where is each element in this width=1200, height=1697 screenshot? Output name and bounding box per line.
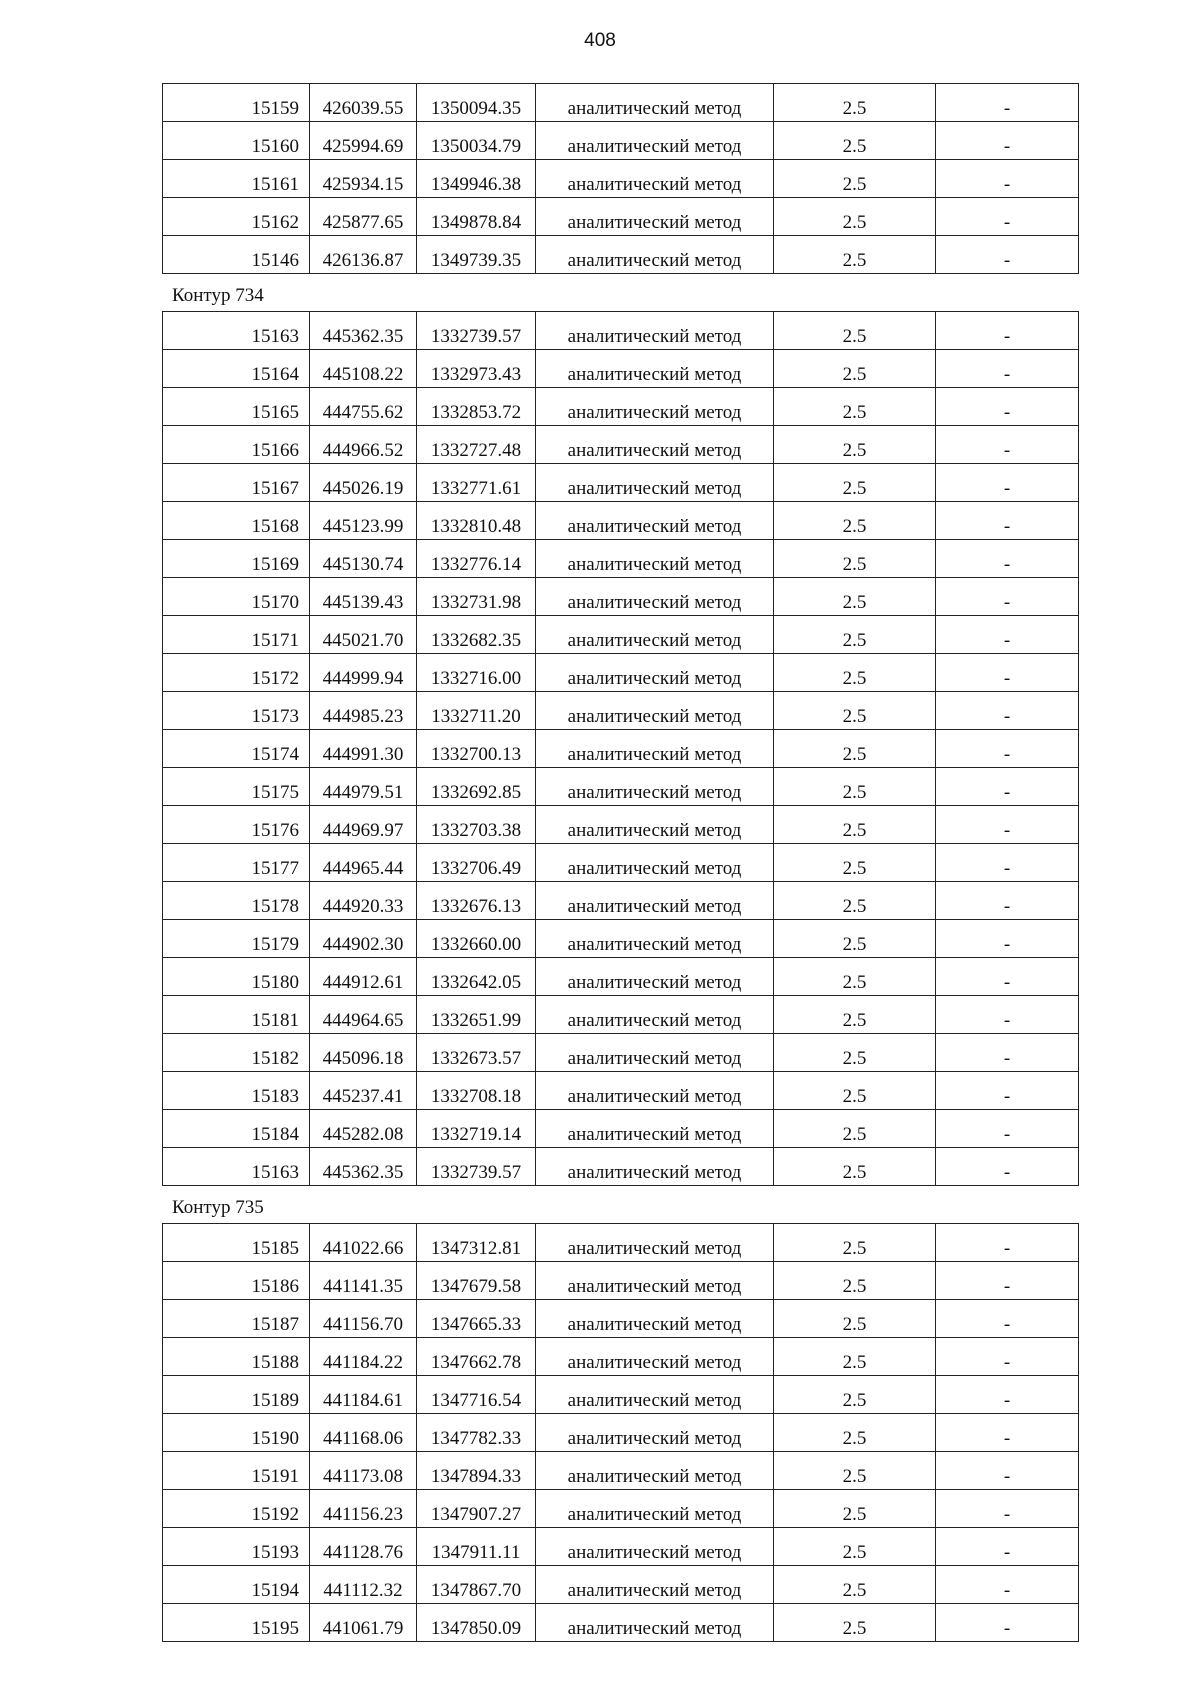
- point-number-cell: 15168: [163, 502, 310, 540]
- precision-cell: 2.5: [774, 426, 936, 464]
- method-cell: аналитический метод: [536, 1148, 774, 1186]
- precision-cell: 2.5: [774, 844, 936, 882]
- table-row: [163, 426, 1079, 464]
- note-cell: -: [936, 1224, 1079, 1262]
- precision-cell: 2.5: [774, 882, 936, 920]
- note-cell: -: [936, 1490, 1079, 1528]
- x-coordinate-cell: 444991.30: [310, 730, 417, 768]
- x-coordinate-cell: 444979.51: [310, 768, 417, 806]
- y-coordinate-cell: 1332676.13: [417, 882, 536, 920]
- note-cell: -: [936, 958, 1079, 996]
- point-number-cell: 15184: [163, 1110, 310, 1148]
- precision-cell: 2.5: [774, 388, 936, 426]
- method-cell: аналитический метод: [536, 350, 774, 388]
- note-cell: -: [936, 1376, 1079, 1414]
- x-coordinate-cell: 441184.61: [310, 1376, 417, 1414]
- table-row: [163, 806, 1079, 844]
- precision-cell: 2.5: [774, 1604, 936, 1642]
- table-row: [163, 996, 1079, 1034]
- precision-cell: 2.5: [774, 464, 936, 502]
- x-coordinate-cell: 441156.70: [310, 1300, 417, 1338]
- x-coordinate-cell: 425994.69: [310, 122, 417, 160]
- precision-cell: 2.5: [774, 806, 936, 844]
- precision-cell: 2.5: [774, 122, 936, 160]
- precision-cell: 2.5: [774, 616, 936, 654]
- coordinates-document: [162, 83, 1078, 1642]
- table-row: [163, 1034, 1079, 1072]
- x-coordinate-cell: 441156.23: [310, 1490, 417, 1528]
- x-coordinate-cell: 444966.52: [310, 426, 417, 464]
- method-cell: аналитический метод: [536, 578, 774, 616]
- point-number-cell: 15169: [163, 540, 310, 578]
- note-cell: -: [936, 1072, 1079, 1110]
- point-number-cell: 15163: [163, 1148, 310, 1186]
- method-cell: аналитический метод: [536, 806, 774, 844]
- x-coordinate-cell: 445026.19: [310, 464, 417, 502]
- y-coordinate-cell: 1347894.33: [417, 1452, 536, 1490]
- note-cell: -: [936, 730, 1079, 768]
- table-row: [163, 920, 1079, 958]
- note-cell: -: [936, 350, 1079, 388]
- table-row: [163, 1490, 1079, 1528]
- y-coordinate-cell: 1332776.14: [417, 540, 536, 578]
- x-coordinate-cell: 441061.79: [310, 1604, 417, 1642]
- coordinates-table: [162, 1223, 1079, 1642]
- note-cell: -: [936, 1414, 1079, 1452]
- point-number-cell: 15195: [163, 1604, 310, 1642]
- table-row: [163, 1604, 1079, 1642]
- y-coordinate-cell: 1347679.58: [417, 1262, 536, 1300]
- y-coordinate-cell: 1347662.78: [417, 1338, 536, 1376]
- y-coordinate-cell: 1349946.38: [417, 160, 536, 198]
- x-coordinate-cell: 426136.87: [310, 236, 417, 274]
- method-cell: аналитический метод: [536, 616, 774, 654]
- x-coordinate-cell: 441173.08: [310, 1452, 417, 1490]
- point-number-cell: 15175: [163, 768, 310, 806]
- x-coordinate-cell: 444902.30: [310, 920, 417, 958]
- method-cell: аналитический метод: [536, 1414, 774, 1452]
- y-coordinate-cell: 1332771.61: [417, 464, 536, 502]
- note-cell: -: [936, 540, 1079, 578]
- y-coordinate-cell: 1332651.99: [417, 996, 536, 1034]
- precision-cell: 2.5: [774, 578, 936, 616]
- method-cell: аналитический метод: [536, 1224, 774, 1262]
- method-cell: аналитический метод: [536, 882, 774, 920]
- note-cell: -: [936, 1148, 1079, 1186]
- point-number-cell: 15162: [163, 198, 310, 236]
- table-row: [163, 1528, 1079, 1566]
- point-number-cell: 15146: [163, 236, 310, 274]
- x-coordinate-cell: 444969.97: [310, 806, 417, 844]
- contour-label: Контур 735: [172, 1197, 264, 1218]
- method-cell: аналитический метод: [536, 540, 774, 578]
- y-coordinate-cell: 1347850.09: [417, 1604, 536, 1642]
- point-number-cell: 15179: [163, 920, 310, 958]
- note-cell: -: [936, 1300, 1079, 1338]
- point-number-cell: 15176: [163, 806, 310, 844]
- y-coordinate-cell: 1347911.11: [417, 1528, 536, 1566]
- x-coordinate-cell: 445139.43: [310, 578, 417, 616]
- point-number-cell: 15164: [163, 350, 310, 388]
- table-row: [163, 1338, 1079, 1376]
- table-row: [163, 1414, 1079, 1452]
- x-coordinate-cell: 444912.61: [310, 958, 417, 996]
- precision-cell: 2.5: [774, 198, 936, 236]
- note-cell: -: [936, 1528, 1079, 1566]
- method-cell: аналитический метод: [536, 1300, 774, 1338]
- table-row: [163, 730, 1079, 768]
- method-cell: аналитический метод: [536, 692, 774, 730]
- precision-cell: 2.5: [774, 1224, 936, 1262]
- note-cell: -: [936, 236, 1079, 274]
- method-cell: аналитический метод: [536, 654, 774, 692]
- point-number-cell: 15191: [163, 1452, 310, 1490]
- precision-cell: 2.5: [774, 160, 936, 198]
- note-cell: -: [936, 654, 1079, 692]
- x-coordinate-cell: 441168.06: [310, 1414, 417, 1452]
- method-cell: аналитический метод: [536, 844, 774, 882]
- method-cell: аналитический метод: [536, 1490, 774, 1528]
- point-number-cell: 15194: [163, 1566, 310, 1604]
- x-coordinate-cell: 444755.62: [310, 388, 417, 426]
- point-number-cell: 15174: [163, 730, 310, 768]
- note-cell: -: [936, 1262, 1079, 1300]
- y-coordinate-cell: 1350034.79: [417, 122, 536, 160]
- point-number-cell: 15193: [163, 1528, 310, 1566]
- table-row: [163, 844, 1079, 882]
- precision-cell: 2.5: [774, 654, 936, 692]
- table-row: [163, 122, 1079, 160]
- y-coordinate-cell: 1332731.98: [417, 578, 536, 616]
- table-row: [163, 1376, 1079, 1414]
- y-coordinate-cell: 1350094.35: [417, 84, 536, 122]
- y-coordinate-cell: 1332682.35: [417, 616, 536, 654]
- note-cell: -: [936, 464, 1079, 502]
- table-row: [163, 692, 1079, 730]
- x-coordinate-cell: 444999.94: [310, 654, 417, 692]
- note-cell: -: [936, 312, 1079, 350]
- note-cell: -: [936, 388, 1079, 426]
- method-cell: аналитический метод: [536, 1376, 774, 1414]
- precision-cell: 2.5: [774, 1110, 936, 1148]
- note-cell: -: [936, 426, 1079, 464]
- method-cell: аналитический метод: [536, 1338, 774, 1376]
- y-coordinate-cell: 1332708.18: [417, 1072, 536, 1110]
- table-row: [163, 312, 1079, 350]
- note-cell: -: [936, 692, 1079, 730]
- method-cell: аналитический метод: [536, 160, 774, 198]
- method-cell: аналитический метод: [536, 768, 774, 806]
- note-cell: -: [936, 1110, 1079, 1148]
- note-cell: -: [936, 616, 1079, 654]
- coordinates-table: [162, 311, 1079, 1186]
- x-coordinate-cell: 445282.08: [310, 1110, 417, 1148]
- method-cell: аналитический метод: [536, 426, 774, 464]
- precision-cell: 2.5: [774, 540, 936, 578]
- precision-cell: 2.5: [774, 236, 936, 274]
- table-row: [163, 1072, 1079, 1110]
- method-cell: аналитический метод: [536, 236, 774, 274]
- point-number-cell: 15159: [163, 84, 310, 122]
- precision-cell: 2.5: [774, 1148, 936, 1186]
- table-row: [163, 236, 1079, 274]
- note-cell: -: [936, 844, 1079, 882]
- x-coordinate-cell: 445021.70: [310, 616, 417, 654]
- point-number-cell: 15178: [163, 882, 310, 920]
- y-coordinate-cell: 1347867.70: [417, 1566, 536, 1604]
- point-number-cell: 15186: [163, 1262, 310, 1300]
- table-row: [163, 654, 1079, 692]
- x-coordinate-cell: 444965.44: [310, 844, 417, 882]
- table-row: [163, 464, 1079, 502]
- y-coordinate-cell: 1332739.57: [417, 1148, 536, 1186]
- table-row: [163, 1262, 1079, 1300]
- note-cell: -: [936, 1034, 1079, 1072]
- table-row: [163, 198, 1079, 236]
- x-coordinate-cell: 441112.32: [310, 1566, 417, 1604]
- method-cell: аналитический метод: [536, 122, 774, 160]
- y-coordinate-cell: 1332716.00: [417, 654, 536, 692]
- y-coordinate-cell: 1347782.33: [417, 1414, 536, 1452]
- method-cell: аналитический метод: [536, 464, 774, 502]
- note-cell: -: [936, 996, 1079, 1034]
- note-cell: -: [936, 1452, 1079, 1490]
- method-cell: аналитический метод: [536, 1072, 774, 1110]
- note-cell: -: [936, 920, 1079, 958]
- note-cell: -: [936, 84, 1079, 122]
- x-coordinate-cell: 445096.18: [310, 1034, 417, 1072]
- y-coordinate-cell: 1349739.35: [417, 236, 536, 274]
- method-cell: аналитический метод: [536, 502, 774, 540]
- point-number-cell: 15183: [163, 1072, 310, 1110]
- precision-cell: 2.5: [774, 920, 936, 958]
- y-coordinate-cell: 1332673.57: [417, 1034, 536, 1072]
- note-cell: -: [936, 122, 1079, 160]
- y-coordinate-cell: 1332727.48: [417, 426, 536, 464]
- y-coordinate-cell: 1332711.20: [417, 692, 536, 730]
- point-number-cell: 15170: [163, 578, 310, 616]
- y-coordinate-cell: 1332692.85: [417, 768, 536, 806]
- point-number-cell: 15182: [163, 1034, 310, 1072]
- note-cell: -: [936, 882, 1079, 920]
- precision-cell: 2.5: [774, 1566, 936, 1604]
- point-number-cell: 15177: [163, 844, 310, 882]
- method-cell: аналитический метод: [536, 312, 774, 350]
- method-cell: аналитический метод: [536, 1034, 774, 1072]
- note-cell: -: [936, 1338, 1079, 1376]
- point-number-cell: 15161: [163, 160, 310, 198]
- table-row: [163, 768, 1079, 806]
- y-coordinate-cell: 1332739.57: [417, 312, 536, 350]
- point-number-cell: 15180: [163, 958, 310, 996]
- table-row: [163, 502, 1079, 540]
- note-cell: -: [936, 198, 1079, 236]
- precision-cell: 2.5: [774, 1490, 936, 1528]
- x-coordinate-cell: 445362.35: [310, 312, 417, 350]
- point-number-cell: 15192: [163, 1490, 310, 1528]
- method-cell: аналитический метод: [536, 84, 774, 122]
- point-number-cell: 15166: [163, 426, 310, 464]
- table-row: [163, 1452, 1079, 1490]
- point-number-cell: 15181: [163, 996, 310, 1034]
- point-number-cell: 15187: [163, 1300, 310, 1338]
- point-number-cell: 15190: [163, 1414, 310, 1452]
- note-cell: -: [936, 502, 1079, 540]
- precision-cell: 2.5: [774, 958, 936, 996]
- x-coordinate-cell: 445362.35: [310, 1148, 417, 1186]
- y-coordinate-cell: 1332703.38: [417, 806, 536, 844]
- x-coordinate-cell: 441128.76: [310, 1528, 417, 1566]
- precision-cell: 2.5: [774, 1338, 936, 1376]
- x-coordinate-cell: 441184.22: [310, 1338, 417, 1376]
- point-number-cell: 15189: [163, 1376, 310, 1414]
- method-cell: аналитический метод: [536, 996, 774, 1034]
- table-row: [163, 84, 1079, 122]
- method-cell: аналитический метод: [536, 198, 774, 236]
- method-cell: аналитический метод: [536, 388, 774, 426]
- x-coordinate-cell: 445108.22: [310, 350, 417, 388]
- table-row: [163, 1148, 1079, 1186]
- precision-cell: 2.5: [774, 1528, 936, 1566]
- y-coordinate-cell: 1349878.84: [417, 198, 536, 236]
- x-coordinate-cell: 425934.15: [310, 160, 417, 198]
- x-coordinate-cell: 444964.65: [310, 996, 417, 1034]
- precision-cell: 2.5: [774, 350, 936, 388]
- precision-cell: 2.5: [774, 1300, 936, 1338]
- point-number-cell: 15171: [163, 616, 310, 654]
- table-row: [163, 350, 1079, 388]
- y-coordinate-cell: 1347907.27: [417, 1490, 536, 1528]
- table-row: [163, 578, 1079, 616]
- table-row: [163, 882, 1079, 920]
- x-coordinate-cell: 444985.23: [310, 692, 417, 730]
- point-number-cell: 15167: [163, 464, 310, 502]
- note-cell: -: [936, 1604, 1079, 1642]
- y-coordinate-cell: 1332660.00: [417, 920, 536, 958]
- point-number-cell: 15173: [163, 692, 310, 730]
- precision-cell: 2.5: [774, 1072, 936, 1110]
- precision-cell: 2.5: [774, 502, 936, 540]
- note-cell: -: [936, 578, 1079, 616]
- x-coordinate-cell: 444920.33: [310, 882, 417, 920]
- y-coordinate-cell: 1332700.13: [417, 730, 536, 768]
- table-row: [163, 388, 1079, 426]
- x-coordinate-cell: 425877.65: [310, 198, 417, 236]
- x-coordinate-cell: 445237.41: [310, 1072, 417, 1110]
- table-row: [163, 1566, 1079, 1604]
- y-coordinate-cell: 1332810.48: [417, 502, 536, 540]
- table-row: [163, 958, 1079, 996]
- note-cell: -: [936, 806, 1079, 844]
- note-cell: -: [936, 160, 1079, 198]
- y-coordinate-cell: 1332853.72: [417, 388, 536, 426]
- y-coordinate-cell: 1347312.81: [417, 1224, 536, 1262]
- table-row: [163, 1110, 1079, 1148]
- point-number-cell: 15165: [163, 388, 310, 426]
- note-cell: -: [936, 768, 1079, 806]
- x-coordinate-cell: 441141.35: [310, 1262, 417, 1300]
- point-number-cell: 15188: [163, 1338, 310, 1376]
- y-coordinate-cell: 1347665.33: [417, 1300, 536, 1338]
- point-number-cell: 15185: [163, 1224, 310, 1262]
- precision-cell: 2.5: [774, 1376, 936, 1414]
- method-cell: аналитический метод: [536, 1262, 774, 1300]
- method-cell: аналитический метод: [536, 1566, 774, 1604]
- method-cell: аналитический метод: [536, 730, 774, 768]
- precision-cell: 2.5: [774, 312, 936, 350]
- x-coordinate-cell: 441022.66: [310, 1224, 417, 1262]
- point-number-cell: 15163: [163, 312, 310, 350]
- coordinates-table: [162, 83, 1079, 274]
- point-number-cell: 15172: [163, 654, 310, 692]
- method-cell: аналитический метод: [536, 920, 774, 958]
- table-row: [163, 160, 1079, 198]
- method-cell: аналитический метод: [536, 1528, 774, 1566]
- precision-cell: 2.5: [774, 84, 936, 122]
- y-coordinate-cell: 1332719.14: [417, 1110, 536, 1148]
- method-cell: аналитический метод: [536, 958, 774, 996]
- page-number: 408: [584, 30, 616, 51]
- x-coordinate-cell: 426039.55: [310, 84, 417, 122]
- precision-cell: 2.5: [774, 768, 936, 806]
- precision-cell: 2.5: [774, 1034, 936, 1072]
- precision-cell: 2.5: [774, 996, 936, 1034]
- method-cell: аналитический метод: [536, 1452, 774, 1490]
- table-row: [163, 1300, 1079, 1338]
- y-coordinate-cell: 1332642.05: [417, 958, 536, 996]
- precision-cell: 2.5: [774, 692, 936, 730]
- y-coordinate-cell: 1332706.49: [417, 844, 536, 882]
- table-row: [163, 540, 1079, 578]
- point-number-cell: 15160: [163, 122, 310, 160]
- note-cell: -: [936, 1566, 1079, 1604]
- contour-label: Контур 734: [172, 285, 264, 306]
- precision-cell: 2.5: [774, 1414, 936, 1452]
- y-coordinate-cell: 1347716.54: [417, 1376, 536, 1414]
- table-row: [163, 616, 1079, 654]
- precision-cell: 2.5: [774, 730, 936, 768]
- x-coordinate-cell: 445130.74: [310, 540, 417, 578]
- precision-cell: 2.5: [774, 1262, 936, 1300]
- x-coordinate-cell: 445123.99: [310, 502, 417, 540]
- table-row: [163, 1224, 1079, 1262]
- method-cell: аналитический метод: [536, 1110, 774, 1148]
- y-coordinate-cell: 1332973.43: [417, 350, 536, 388]
- precision-cell: 2.5: [774, 1452, 936, 1490]
- method-cell: аналитический метод: [536, 1604, 774, 1642]
